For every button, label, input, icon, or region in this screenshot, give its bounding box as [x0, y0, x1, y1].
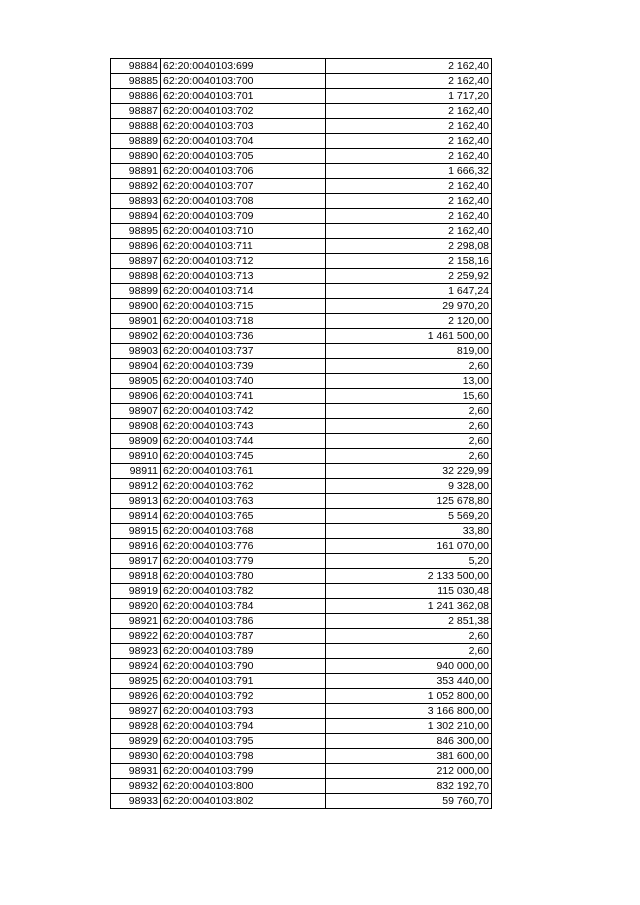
- table-row: [111, 194, 492, 209]
- row-number-cell: 98906: [111, 389, 161, 404]
- cadastral-number-cell: 62:20:0040103:737: [161, 344, 326, 359]
- value-cell: 2 162,40: [326, 224, 492, 239]
- cadastral-number-cell: 62:20:0040103:711: [161, 239, 326, 254]
- value-cell: 2 162,40: [326, 209, 492, 224]
- value-cell: 1 052 800,00: [326, 689, 492, 704]
- cadastral-number-cell: 62:20:0040103:798: [161, 749, 326, 764]
- table-row: [111, 794, 492, 809]
- cadastral-number-cell: 62:20:0040103:714: [161, 284, 326, 299]
- row-number-cell: 98899: [111, 284, 161, 299]
- row-number-cell: 98904: [111, 359, 161, 374]
- row-number-cell: 98915: [111, 524, 161, 539]
- row-number-cell: 98919: [111, 584, 161, 599]
- row-number-cell: 98912: [111, 479, 161, 494]
- table-row: [111, 749, 492, 764]
- cadastral-number-cell: 62:20:0040103:784: [161, 599, 326, 614]
- value-cell: 832 192,70: [326, 779, 492, 794]
- table-row: [111, 104, 492, 119]
- row-number-cell: 98889: [111, 134, 161, 149]
- row-number-cell: 98911: [111, 464, 161, 479]
- row-number-cell: 98895: [111, 224, 161, 239]
- row-number-cell: 98905: [111, 374, 161, 389]
- value-cell: 2,60: [326, 644, 492, 659]
- table-row: [111, 224, 492, 239]
- cadastral-number-cell: 62:20:0040103:712: [161, 254, 326, 269]
- cadastral-number-cell: 62:20:0040103:703: [161, 119, 326, 134]
- cadastral-number-cell: 62:20:0040103:718: [161, 314, 326, 329]
- row-number-cell: 98913: [111, 494, 161, 509]
- row-number-cell: 98910: [111, 449, 161, 464]
- value-cell: 59 760,70: [326, 794, 492, 809]
- cadastral-value-table: [110, 58, 492, 809]
- cadastral-number-cell: 62:20:0040103:742: [161, 404, 326, 419]
- row-number-cell: 98887: [111, 104, 161, 119]
- cadastral-number-cell: 62:20:0040103:791: [161, 674, 326, 689]
- value-cell: 381 600,00: [326, 749, 492, 764]
- cadastral-number-cell: 62:20:0040103:789: [161, 644, 326, 659]
- row-number-cell: 98923: [111, 644, 161, 659]
- table-row: [111, 734, 492, 749]
- cadastral-number-cell: 62:20:0040103:740: [161, 374, 326, 389]
- table-row: [111, 269, 492, 284]
- row-number-cell: 98884: [111, 59, 161, 74]
- table-row: [111, 254, 492, 269]
- table-row: [111, 629, 492, 644]
- table-row: [111, 329, 492, 344]
- value-cell: 5,20: [326, 554, 492, 569]
- value-cell: 940 000,00: [326, 659, 492, 674]
- cadastral-number-cell: 62:20:0040103:715: [161, 299, 326, 314]
- value-cell: 9 328,00: [326, 479, 492, 494]
- cadastral-number-cell: 62:20:0040103:802: [161, 794, 326, 809]
- cadastral-number-cell: 62:20:0040103:706: [161, 164, 326, 179]
- cadastral-number-cell: 62:20:0040103:744: [161, 434, 326, 449]
- table-row: [111, 434, 492, 449]
- cadastral-number-cell: 62:20:0040103:741: [161, 389, 326, 404]
- table-row: [111, 344, 492, 359]
- row-number-cell: 98907: [111, 404, 161, 419]
- value-cell: 125 678,80: [326, 494, 492, 509]
- table-row: [111, 284, 492, 299]
- table-row: [111, 614, 492, 629]
- cadastral-number-cell: 62:20:0040103:704: [161, 134, 326, 149]
- table-row: [111, 539, 492, 554]
- row-number-cell: 98892: [111, 179, 161, 194]
- table-row: [111, 59, 492, 74]
- row-number-cell: 98920: [111, 599, 161, 614]
- table-row: [111, 524, 492, 539]
- cadastral-number-cell: 62:20:0040103:708: [161, 194, 326, 209]
- value-cell: 2,60: [326, 434, 492, 449]
- cadastral-number-cell: 62:20:0040103:763: [161, 494, 326, 509]
- cadastral-number-cell: 62:20:0040103:782: [161, 584, 326, 599]
- cadastral-number-cell: 62:20:0040103:745: [161, 449, 326, 464]
- value-cell: 212 000,00: [326, 764, 492, 779]
- cadastral-number-cell: 62:20:0040103:705: [161, 149, 326, 164]
- row-number-cell: 98924: [111, 659, 161, 674]
- table-row: [111, 779, 492, 794]
- value-cell: 2,60: [326, 449, 492, 464]
- table-row: [111, 149, 492, 164]
- row-number-cell: 98927: [111, 704, 161, 719]
- table-row: [111, 584, 492, 599]
- table-row: [111, 659, 492, 674]
- table-row: [111, 404, 492, 419]
- cadastral-number-cell: 62:20:0040103:739: [161, 359, 326, 374]
- value-cell: 2 162,40: [326, 179, 492, 194]
- row-number-cell: 98917: [111, 554, 161, 569]
- row-number-cell: 98926: [111, 689, 161, 704]
- cadastral-number-cell: 62:20:0040103:790: [161, 659, 326, 674]
- value-cell: 3 166 800,00: [326, 704, 492, 719]
- table-row: [111, 494, 492, 509]
- row-number-cell: 98894: [111, 209, 161, 224]
- cadastral-number-cell: 62:20:0040103:795: [161, 734, 326, 749]
- cadastral-number-cell: 62:20:0040103:794: [161, 719, 326, 734]
- cadastral-number-cell: 62:20:0040103:743: [161, 419, 326, 434]
- table-row: [111, 74, 492, 89]
- value-cell: 2 162,40: [326, 119, 492, 134]
- cadastral-number-cell: 62:20:0040103:702: [161, 104, 326, 119]
- table-row: [111, 374, 492, 389]
- row-number-cell: 98928: [111, 719, 161, 734]
- table-row: [111, 179, 492, 194]
- cadastral-number-cell: 62:20:0040103:707: [161, 179, 326, 194]
- value-cell: 1 717,20: [326, 89, 492, 104]
- value-cell: 2,60: [326, 359, 492, 374]
- row-number-cell: 98893: [111, 194, 161, 209]
- value-cell: 2 298,08: [326, 239, 492, 254]
- table-row: [111, 389, 492, 404]
- row-number-cell: 98921: [111, 614, 161, 629]
- value-cell: 1 666,32: [326, 164, 492, 179]
- row-number-cell: 98896: [111, 239, 161, 254]
- cadastral-number-cell: 62:20:0040103:780: [161, 569, 326, 584]
- cadastral-number-cell: 62:20:0040103:799: [161, 764, 326, 779]
- value-cell: 32 229,99: [326, 464, 492, 479]
- table-row: [111, 479, 492, 494]
- value-cell: 29 970,20: [326, 299, 492, 314]
- row-number-cell: 98918: [111, 569, 161, 584]
- table-row: [111, 569, 492, 584]
- table-row: [111, 134, 492, 149]
- table-row: [111, 419, 492, 434]
- cadastral-number-cell: 62:20:0040103:709: [161, 209, 326, 224]
- value-cell: 2,60: [326, 629, 492, 644]
- table-row: [111, 359, 492, 374]
- row-number-cell: 98903: [111, 344, 161, 359]
- value-cell: 2 158,16: [326, 254, 492, 269]
- table-row: [111, 704, 492, 719]
- row-number-cell: 98925: [111, 674, 161, 689]
- value-cell: 115 030,48: [326, 584, 492, 599]
- value-cell: 2 133 500,00: [326, 569, 492, 584]
- row-number-cell: 98914: [111, 509, 161, 524]
- table-row: [111, 644, 492, 659]
- cadastral-number-cell: 62:20:0040103:776: [161, 539, 326, 554]
- table-row: [111, 719, 492, 734]
- row-number-cell: 98890: [111, 149, 161, 164]
- table-row: [111, 314, 492, 329]
- value-cell: 2 162,40: [326, 74, 492, 89]
- table-row: [111, 599, 492, 614]
- value-cell: 15,60: [326, 389, 492, 404]
- table-row: [111, 89, 492, 104]
- value-cell: 13,00: [326, 374, 492, 389]
- cadastral-number-cell: 62:20:0040103:793: [161, 704, 326, 719]
- value-cell: 33,80: [326, 524, 492, 539]
- value-cell: 1 647,24: [326, 284, 492, 299]
- row-number-cell: 98886: [111, 89, 161, 104]
- row-number-cell: 98929: [111, 734, 161, 749]
- cadastral-number-cell: 62:20:0040103:762: [161, 479, 326, 494]
- row-number-cell: 98885: [111, 74, 161, 89]
- row-number-cell: 98908: [111, 419, 161, 434]
- value-cell: 2,60: [326, 419, 492, 434]
- row-number-cell: 98916: [111, 539, 161, 554]
- value-cell: 1 461 500,00: [326, 329, 492, 344]
- value-cell: 2 851,38: [326, 614, 492, 629]
- table-row: [111, 764, 492, 779]
- table-row: [111, 164, 492, 179]
- cadastral-number-cell: 62:20:0040103:792: [161, 689, 326, 704]
- cadastral-number-cell: 62:20:0040103:710: [161, 224, 326, 239]
- value-cell: 2 162,40: [326, 149, 492, 164]
- row-number-cell: 98897: [111, 254, 161, 269]
- value-cell: 1 302 210,00: [326, 719, 492, 734]
- row-number-cell: 98898: [111, 269, 161, 284]
- value-cell: 353 440,00: [326, 674, 492, 689]
- value-cell: 5 569,20: [326, 509, 492, 524]
- table-row: [111, 239, 492, 254]
- row-number-cell: 98933: [111, 794, 161, 809]
- row-number-cell: 98888: [111, 119, 161, 134]
- table-row: [111, 119, 492, 134]
- table-row: [111, 449, 492, 464]
- row-number-cell: 98932: [111, 779, 161, 794]
- value-cell: 161 070,00: [326, 539, 492, 554]
- value-cell: 1 241 362,08: [326, 599, 492, 614]
- value-cell: 819,00: [326, 344, 492, 359]
- value-cell: 2 162,40: [326, 134, 492, 149]
- cadastral-number-cell: 62:20:0040103:701: [161, 89, 326, 104]
- table-row: [111, 689, 492, 704]
- cadastral-number-cell: 62:20:0040103:779: [161, 554, 326, 569]
- cadastral-number-cell: 62:20:0040103:699: [161, 59, 326, 74]
- value-cell: 2 120,00: [326, 314, 492, 329]
- row-number-cell: 98901: [111, 314, 161, 329]
- cadastral-number-cell: 62:20:0040103:700: [161, 74, 326, 89]
- table-body: [111, 59, 492, 809]
- row-number-cell: 98909: [111, 434, 161, 449]
- cadastral-number-cell: 62:20:0040103:761: [161, 464, 326, 479]
- row-number-cell: 98902: [111, 329, 161, 344]
- cadastral-number-cell: 62:20:0040103:713: [161, 269, 326, 284]
- row-number-cell: 98930: [111, 749, 161, 764]
- row-number-cell: 98891: [111, 164, 161, 179]
- row-number-cell: 98922: [111, 629, 161, 644]
- value-cell: 2,60: [326, 404, 492, 419]
- value-cell: 846 300,00: [326, 734, 492, 749]
- table-row: [111, 464, 492, 479]
- cadastral-number-cell: 62:20:0040103:765: [161, 509, 326, 524]
- cadastral-number-cell: 62:20:0040103:736: [161, 329, 326, 344]
- table-row: [111, 674, 492, 689]
- cadastral-number-cell: 62:20:0040103:768: [161, 524, 326, 539]
- table-row: [111, 554, 492, 569]
- table-row: [111, 209, 492, 224]
- table-row: [111, 509, 492, 524]
- table-row: [111, 299, 492, 314]
- value-cell: 2 162,40: [326, 59, 492, 74]
- cadastral-number-cell: 62:20:0040103:800: [161, 779, 326, 794]
- value-cell: 2 162,40: [326, 194, 492, 209]
- cadastral-number-cell: 62:20:0040103:787: [161, 629, 326, 644]
- cadastral-number-cell: 62:20:0040103:786: [161, 614, 326, 629]
- value-cell: 2 162,40: [326, 104, 492, 119]
- value-cell: 2 259,92: [326, 269, 492, 284]
- row-number-cell: 98900: [111, 299, 161, 314]
- row-number-cell: 98931: [111, 764, 161, 779]
